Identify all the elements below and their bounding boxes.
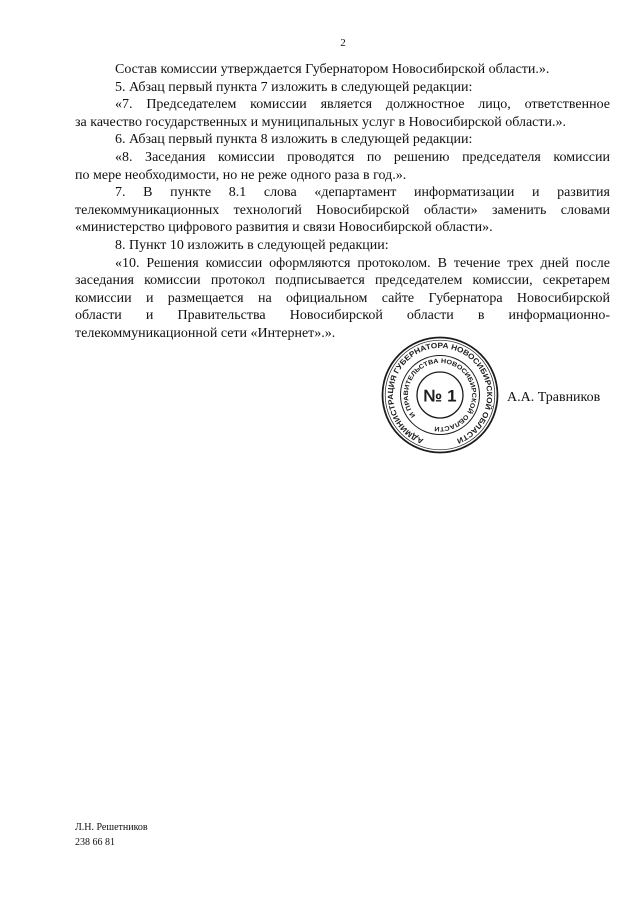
- paragraph: [75, 96, 610, 131]
- signatory-name: А.А. Травников: [507, 390, 601, 405]
- paragraph: [75, 149, 610, 184]
- text-line: телекоммуникационной сети «Интернет».».: [75, 325, 336, 341]
- seal-outer-text-path: АДМИНИСТРАЦИЯ ГУБЕРНАТОРА НОВОСИБИРСКОЙ ОБЛАСТИ: [385, 340, 495, 446]
- paragraph: [75, 255, 610, 343]
- text-line: 5. Абзац первый пункта 7 изложить в следующей редакции:: [115, 79, 473, 95]
- executor-name: Л.Н. Решетников: [75, 822, 148, 833]
- document-body: [75, 61, 610, 343]
- text-line: «министерство цифрового развития и связи Новосибирской области».: [75, 220, 493, 236]
- official-seal: [380, 335, 500, 455]
- text-line: «7. Председателем комиссии является должностное лицо, ответственное: [115, 97, 610, 113]
- paragraph: [75, 79, 610, 97]
- page-number: 2: [340, 37, 346, 49]
- text-line: 7. В пункте 8.1 слова «департамент информатизации и развития: [115, 185, 610, 201]
- text-line: области и Правительства Новосибирской области в информационно-: [75, 308, 610, 324]
- paragraph: [75, 61, 610, 79]
- text-line: по мере необходимости, но не реже одного раза в год.».: [75, 167, 407, 183]
- text-line: за качество государственных и муниципальных услуг в Новосибирской области.».: [75, 114, 566, 130]
- seal-center-number: № 1: [423, 386, 457, 406]
- text-line: комиссии и размещается на официальном сайте Губернатора Новосибирской: [75, 290, 610, 306]
- paragraph: [75, 237, 610, 255]
- text-line: заседания комиссии протокол подписывается председателем комиссии, секретарем: [75, 273, 610, 289]
- text-line: Состав комиссии утверждается Губернатором Новосибирской области.».: [115, 62, 550, 77]
- executor-info: [75, 820, 148, 850]
- executor-phone: 238 66 81: [75, 837, 115, 848]
- text-line: 6. Абзац первый пункта 8 изложить в следующей редакции:: [115, 132, 473, 148]
- text-line: «8. Заседания комиссии проводятся по решению председателя комиссии: [115, 149, 610, 165]
- paragraph: [75, 184, 610, 237]
- text-line: «10. Решения комиссии оформляются протоколом. В течение трех дней после: [115, 255, 610, 271]
- seal-inner-text-path: И ПРАВИТЕЛЬСТВА НОВОСИБИРСКОЙ ОБЛАСТИ: [402, 357, 478, 433]
- paragraph: [75, 131, 610, 149]
- text-line: 8. Пункт 10 изложить в следующей редакции:: [115, 237, 389, 253]
- text-line: телекоммуникационных технологий Новосибирской области» заменить словами: [75, 202, 610, 218]
